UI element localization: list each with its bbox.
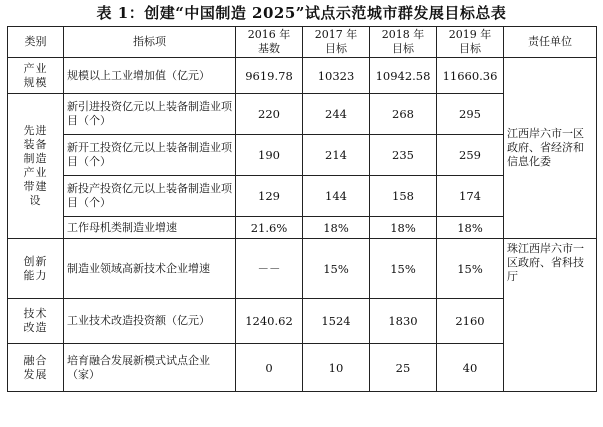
value-2019: 174 xyxy=(437,176,504,217)
value-2018: 10942.58 xyxy=(370,58,437,94)
value-2016: 1240.62 xyxy=(236,299,303,344)
indicator-cell: 新开工投资亿元以上装备制造业项目（个） xyxy=(64,135,236,176)
value-2019: 259 xyxy=(437,135,504,176)
header-responsible: 责任单位 xyxy=(504,27,597,58)
table-row xyxy=(8,239,597,299)
value-2016: 9619.78 xyxy=(236,58,303,94)
category-cell: 产业 规模 xyxy=(8,58,64,94)
header-row xyxy=(8,27,597,58)
value-2017: 10 xyxy=(303,344,370,392)
value-2019: 15% xyxy=(437,239,504,299)
header-2018: 2018 年 目标 xyxy=(370,27,437,58)
value-2017: 18% xyxy=(303,217,370,239)
header-category: 类别 xyxy=(8,27,64,58)
value-2017: 1524 xyxy=(303,299,370,344)
value-2016: 21.6% xyxy=(236,217,303,239)
indicator-cell: 新投产投资亿元以上装备制造业项目（个） xyxy=(64,176,236,217)
value-2016: 0 xyxy=(236,344,303,392)
indicator-cell: 新引进投资亿元以上装备制造业项目（个） xyxy=(64,94,236,135)
value-2018: 158 xyxy=(370,176,437,217)
responsible-cell: 江西岸六市一区政府、省经济和信息化委 xyxy=(504,58,597,239)
value-2018: 18% xyxy=(370,217,437,239)
category-cell: 融合 发展 xyxy=(8,344,64,392)
header-2017: 2017 年 目标 xyxy=(303,27,370,58)
value-2016: 190 xyxy=(236,135,303,176)
indicator-cell: 工业技术改造投资额（亿元） xyxy=(64,299,236,344)
responsible-cell: 珠江西岸六市一区政府、省科技厅 xyxy=(504,239,597,392)
indicator-cell: 培育融合发展新模式试点企业（家） xyxy=(64,344,236,392)
header-indicator: 指标项 xyxy=(64,27,236,58)
category-cell: 技术 改造 xyxy=(8,299,64,344)
value-2019: 11660.36 xyxy=(437,58,504,94)
header-2019: 2019 年 目标 xyxy=(437,27,504,58)
value-2018: 25 xyxy=(370,344,437,392)
value-2017: 15% xyxy=(303,239,370,299)
header-2016: 2016 年 基数 xyxy=(236,27,303,58)
category-cell: 先进 装备 制造 产业 带建 设 xyxy=(8,94,64,239)
indicator-cell: 工作母机类制造业增速 xyxy=(64,217,236,239)
value-2016: 129 xyxy=(236,176,303,217)
value-2019: 2160 xyxy=(437,299,504,344)
table-title: 表 1：创建“中国制造 2025”试点示范城市群发展目标总表 xyxy=(96,4,507,22)
value-2016: －－ xyxy=(236,239,303,299)
category-cell: 创新 能力 xyxy=(8,239,64,299)
value-2017: 144 xyxy=(303,176,370,217)
value-2018: 1830 xyxy=(370,299,437,344)
value-2016: 220 xyxy=(236,94,303,135)
value-2017: 214 xyxy=(303,135,370,176)
value-2019: 295 xyxy=(437,94,504,135)
value-2018: 235 xyxy=(370,135,437,176)
value-2018: 15% xyxy=(370,239,437,299)
table-row xyxy=(8,58,597,94)
value-2019: 18% xyxy=(437,217,504,239)
value-2018: 268 xyxy=(370,94,437,135)
indicator-cell: 制造业领域高新技术企业增速 xyxy=(64,239,236,299)
value-2019: 40 xyxy=(437,344,504,392)
targets-table xyxy=(7,26,597,392)
value-2017: 244 xyxy=(303,94,370,135)
value-2017: 10323 xyxy=(303,58,370,94)
indicator-cell: 规模以上工业增加值（亿元） xyxy=(64,58,236,94)
